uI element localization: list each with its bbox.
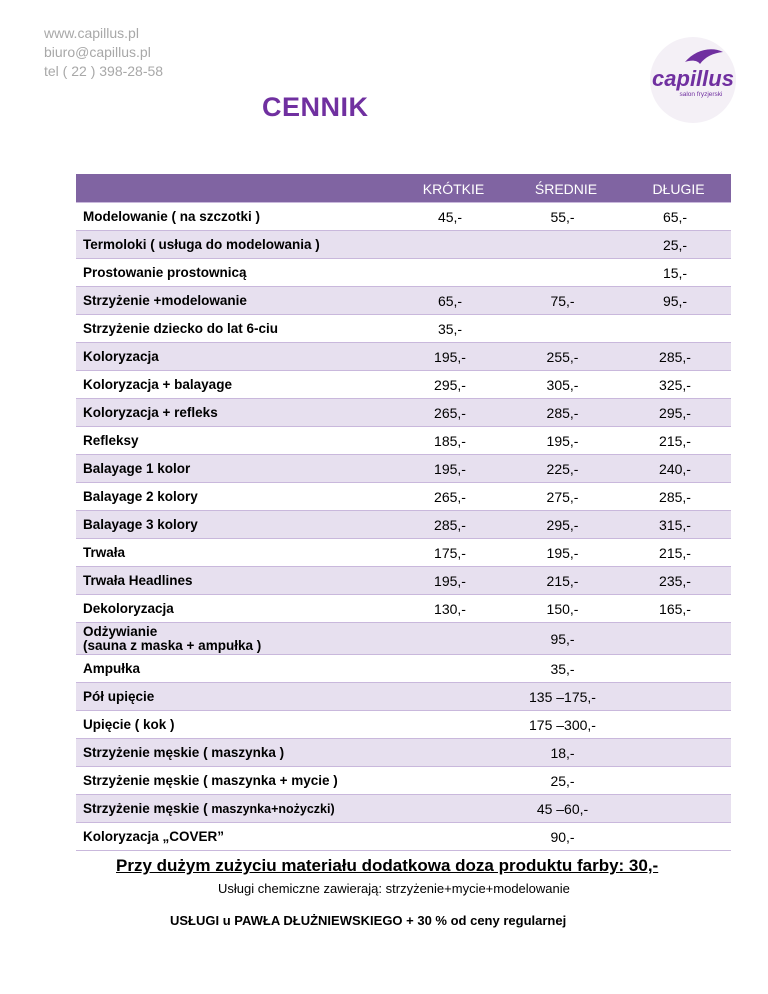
price-short: 35,- [394, 315, 506, 343]
price-medium: 305,- [506, 371, 619, 399]
service-name: Modelowanie ( na szczotki ) [76, 203, 394, 231]
logo-wordmark: capillus [652, 66, 734, 91]
price-short: 265,- [394, 399, 506, 427]
price-merged: 18,- [394, 739, 731, 767]
price-merged: 135 –175,- [394, 683, 731, 711]
price-merged: 90,- [394, 823, 731, 851]
price-merged: 45 –60,- [394, 795, 731, 823]
service-name-small: maszynka+nożyczki) [211, 802, 335, 816]
price-long: 95,- [619, 287, 731, 315]
contact-info [44, 24, 163, 81]
service-name: Strzyżenie męskie ( maszynka ) [76, 739, 394, 767]
table-row [76, 203, 731, 231]
service-name: Strzyżenie dziecko do lat 6-ciu [76, 315, 394, 343]
price-long: 165,- [619, 595, 731, 623]
price-medium: 150,- [506, 595, 619, 623]
table-row [76, 427, 731, 455]
table-row [76, 711, 731, 739]
service-name: Upięcie ( kok ) [76, 711, 394, 739]
service-name-line2: (sauna z maska + ampułka ) [83, 637, 262, 653]
price-short [394, 231, 506, 259]
pawel-note: USŁUGI u PAWŁA DŁUŻNIEWSKIEGO + 30 % od ceny regularnej [170, 913, 567, 928]
logo-graphic [643, 36, 743, 124]
price-short: 265,- [394, 483, 506, 511]
table-row [76, 483, 731, 511]
header-short: KRÓTKIE [394, 175, 506, 203]
service-name [76, 623, 394, 655]
price-medium: 55,- [506, 203, 619, 231]
table-row [76, 739, 731, 767]
price-medium: 225,- [506, 455, 619, 483]
table-row [76, 683, 731, 711]
price-long: 235,- [619, 567, 731, 595]
price-medium: 195,- [506, 427, 619, 455]
price-medium: 285,- [506, 399, 619, 427]
price-short: 185,- [394, 427, 506, 455]
price-medium: 215,- [506, 567, 619, 595]
price-short: 295,- [394, 371, 506, 399]
website-text: www.capillus.pl [44, 25, 139, 41]
price-short: 285,- [394, 511, 506, 539]
table-row [76, 795, 731, 823]
price-medium: 195,- [506, 539, 619, 567]
service-name: Koloryzacja [76, 343, 394, 371]
price-medium: 275,- [506, 483, 619, 511]
service-name: Termoloki ( usługa do modelowania ) [76, 231, 394, 259]
service-name: Koloryzacja „COVER” [76, 823, 394, 851]
table-row [76, 655, 731, 683]
price-short: 65,- [394, 287, 506, 315]
price-long: 215,- [619, 427, 731, 455]
price-medium: 295,- [506, 511, 619, 539]
table-row [76, 455, 731, 483]
logo-subtext: salon fryzjerski [679, 91, 723, 98]
service-name: Strzyżenie +modelowanie [76, 287, 394, 315]
surcharge-note: Przy dużym zużyciu materiału dodatkowa doza produktu farby: 30,- [116, 856, 659, 875]
table-row [76, 567, 731, 595]
price-medium [506, 231, 619, 259]
service-name: Pół upięcie [76, 683, 394, 711]
table-row [76, 371, 731, 399]
email-text: biuro@capillus.pl [44, 44, 151, 60]
service-name: Ampułka [76, 655, 394, 683]
price-short: 45,- [394, 203, 506, 231]
header-service [76, 175, 394, 203]
table-header-row [76, 175, 731, 203]
price-merged: 95,- [394, 623, 731, 655]
service-name-line1: Odżywianie [83, 623, 158, 639]
price-long: 295,- [619, 399, 731, 427]
price-long: 325,- [619, 371, 731, 399]
service-name: Refleksy [76, 427, 394, 455]
price-short: 130,- [394, 595, 506, 623]
price-medium [506, 315, 619, 343]
service-name: Dekoloryzacja [76, 595, 394, 623]
table-row [76, 343, 731, 371]
service-name [76, 795, 394, 823]
price-short: 195,- [394, 455, 506, 483]
price-long: 285,- [619, 343, 731, 371]
header-medium: ŚREDNIE [506, 175, 619, 203]
service-name: Prostowanie prostownicą [76, 259, 394, 287]
service-name: Balayage 1 kolor [76, 455, 394, 483]
table-row [76, 231, 731, 259]
price-long [619, 315, 731, 343]
price-medium: 255,- [506, 343, 619, 371]
table-row [76, 539, 731, 567]
price-merged: 175 –300,- [394, 711, 731, 739]
price-short [394, 259, 506, 287]
service-name-main: Strzyżenie męskie ( [83, 801, 212, 816]
capillus-logo [643, 36, 743, 124]
phone-text: tel ( 22 ) 398-28-58 [44, 63, 164, 79]
table-row [76, 623, 731, 655]
price-long: 285,- [619, 483, 731, 511]
price-short: 175,- [394, 539, 506, 567]
price-medium: 75,- [506, 287, 619, 315]
price-merged: 25,- [394, 767, 731, 795]
table-row [76, 767, 731, 795]
page-title: CENNIK [262, 92, 369, 122]
service-name: Koloryzacja + balayage [76, 371, 394, 399]
price-long: 15,- [619, 259, 731, 287]
price-merged: 35,- [394, 655, 731, 683]
price-short: 195,- [394, 567, 506, 595]
table-row [76, 287, 731, 315]
service-name: Trwała [76, 539, 394, 567]
price-long: 240,- [619, 455, 731, 483]
table-row [76, 823, 731, 851]
price-medium [506, 259, 619, 287]
service-name: Trwała Headlines [76, 567, 394, 595]
table-row [76, 511, 731, 539]
price-long: 65,- [619, 203, 731, 231]
table-row [76, 399, 731, 427]
price-table [76, 174, 731, 851]
service-name: Koloryzacja + refleks [76, 399, 394, 427]
price-long: 25,- [619, 231, 731, 259]
service-name: Balayage 2 kolory [76, 483, 394, 511]
header-long: DŁUGIE [619, 175, 731, 203]
service-name: Strzyżenie męskie ( maszynka + mycie ) [76, 767, 394, 795]
service-name: Balayage 3 kolory [76, 511, 394, 539]
price-short: 195,- [394, 343, 506, 371]
table-row [76, 315, 731, 343]
price-long: 215,- [619, 539, 731, 567]
table-row [76, 259, 731, 287]
price-long: 315,- [619, 511, 731, 539]
table-row [76, 595, 731, 623]
includes-note: Usługi chemiczne zawierają: strzyżenie+mycie+modelowanie [218, 881, 570, 896]
